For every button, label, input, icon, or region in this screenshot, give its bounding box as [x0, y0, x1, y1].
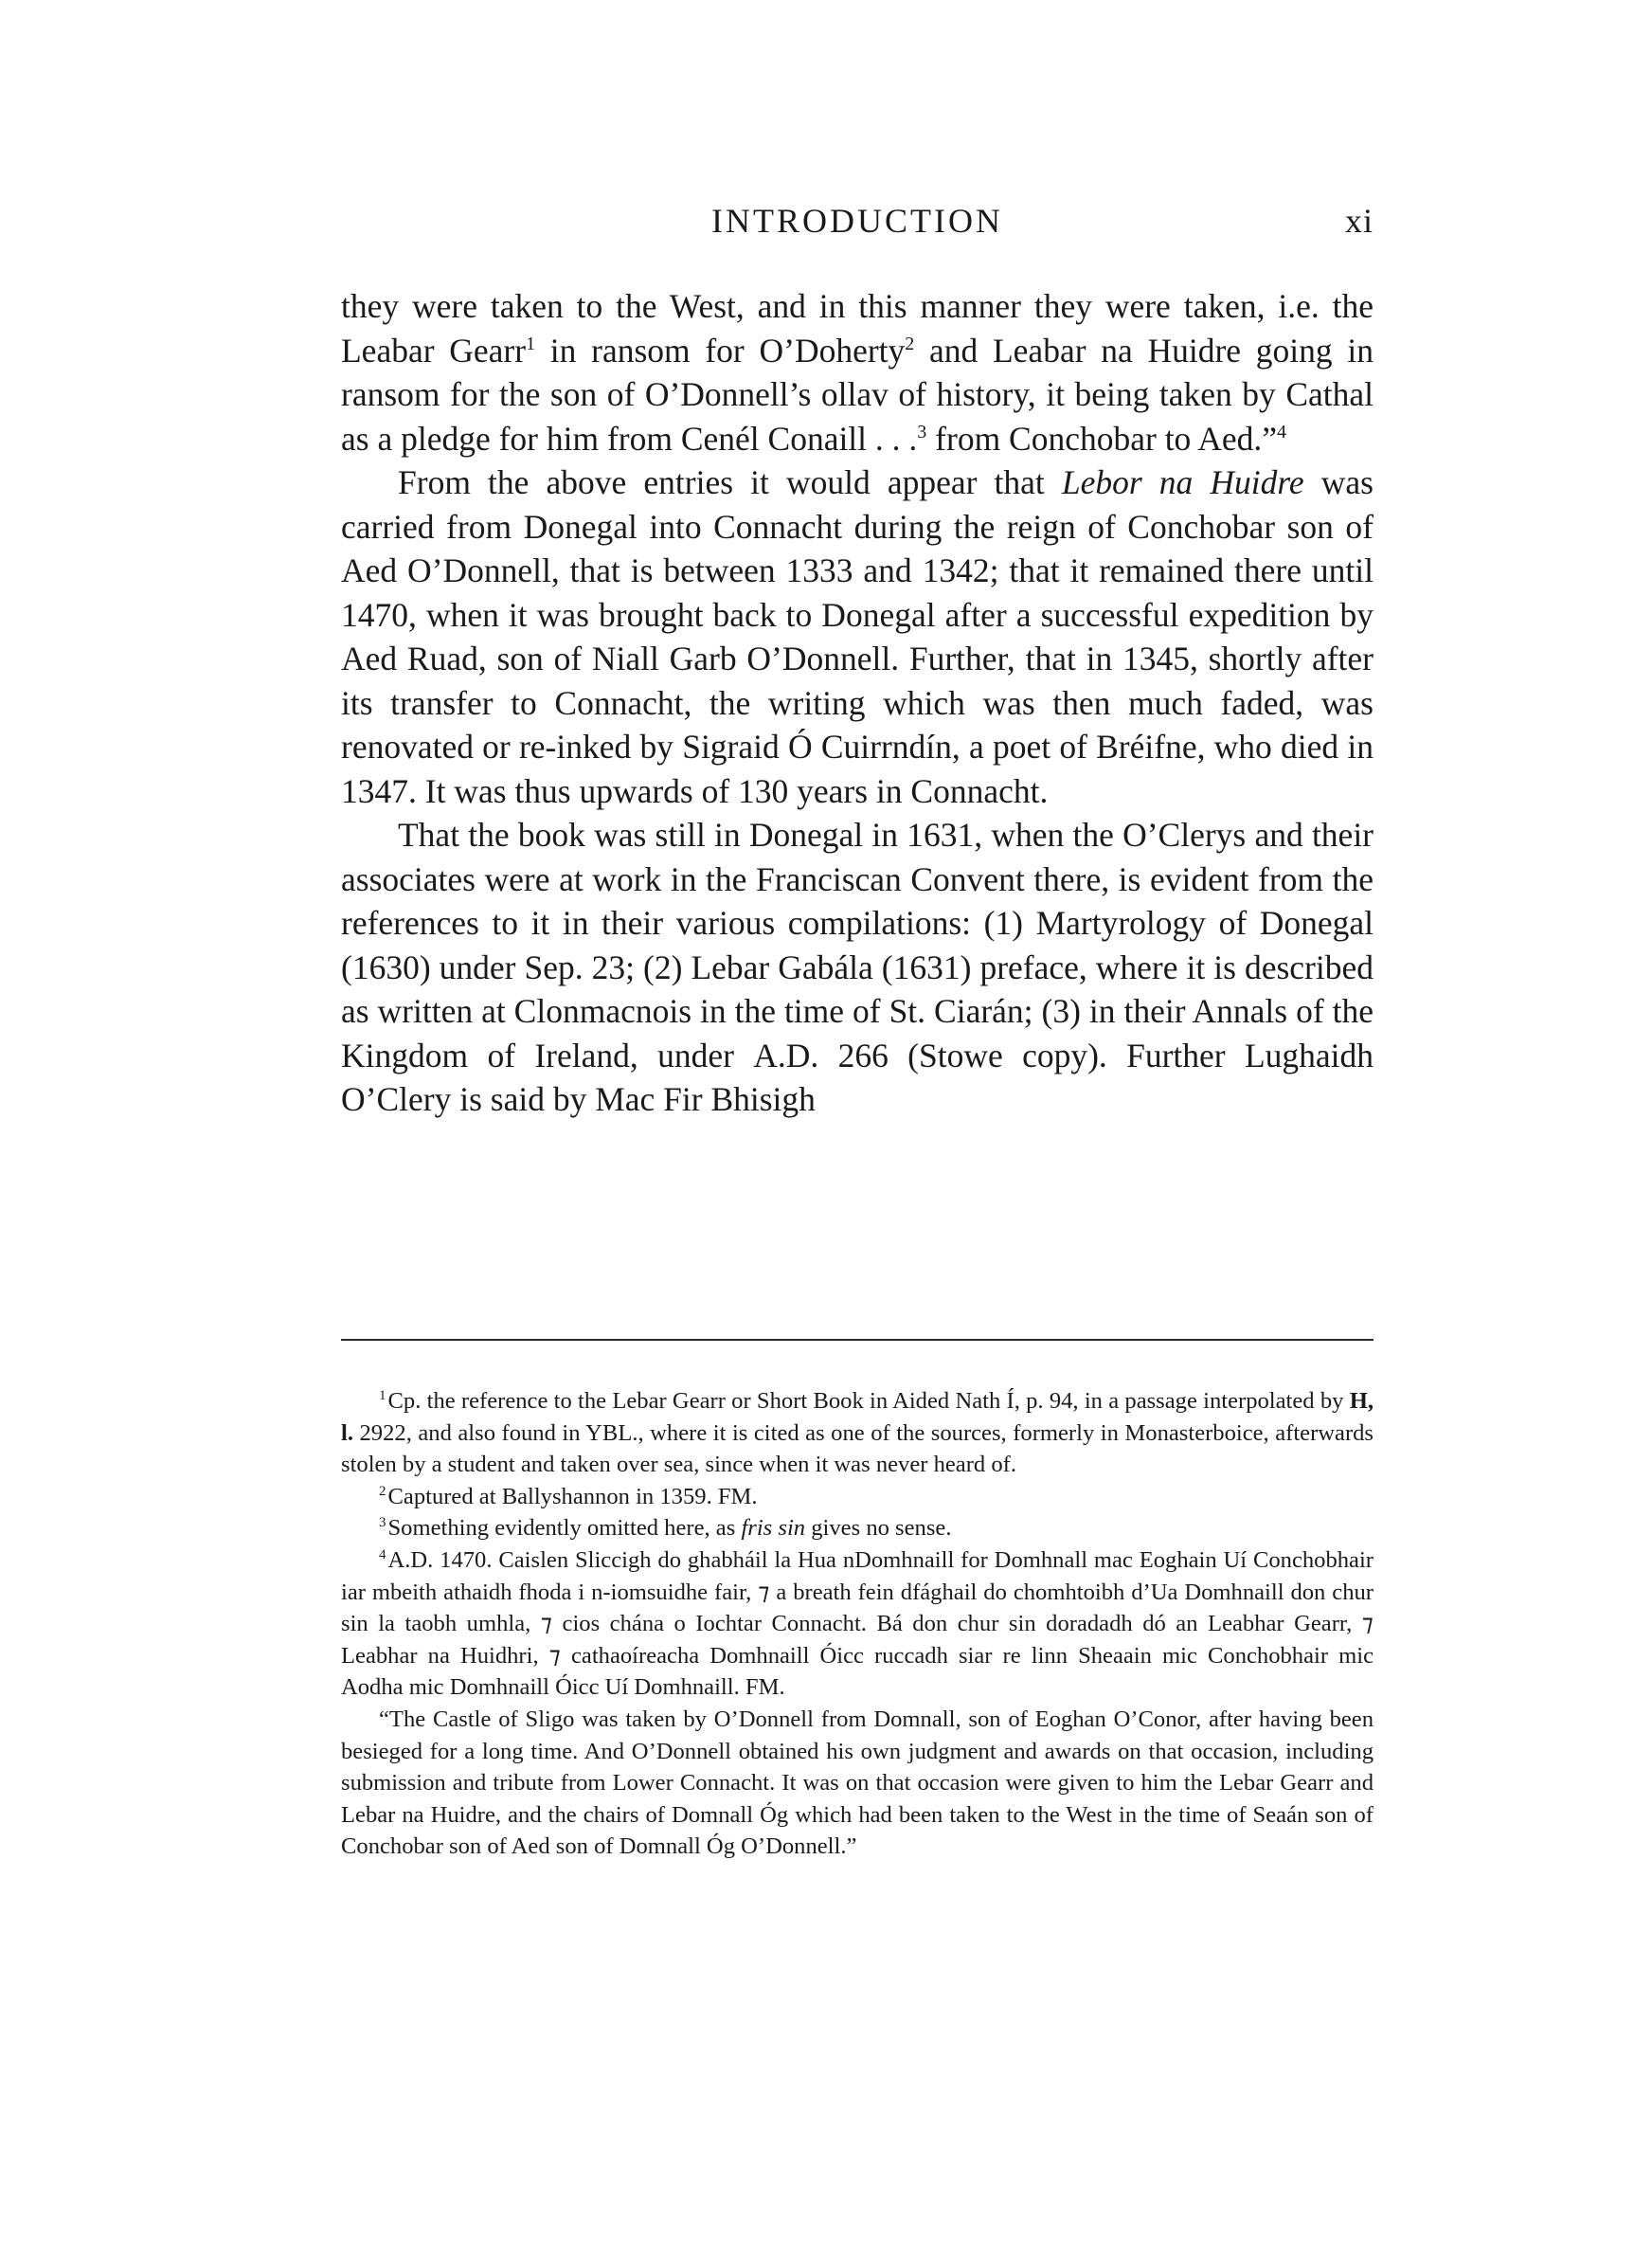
paragraph-3: That the book was still in Donegal in 1631, when the O’Clerys and their associates were at work in the Franciscan Convent there, is evident from the references to it in their various compilations: (1) Martyrology of Donegal (1630) under Sep. 23; (2) Lebar Gabála (1631) preface, where it is described as written at Clonmacnois in the time of St. Ciarán; (3) in their Annals of the Kingdom of Ireland, under A.D. 266 (Stowe copy). Further Lughaidh O’Clery is said by Mac Fir Bhisigh — [341, 816, 1374, 1118]
footnote-4: $^4$A.D. 1470. Caislen Sliccigh do ghabháil la Hua nDomhnaill for Domhnall mac Eoghain Uí Conchobhair iar mbeith athaidh fhoda i n-iomsuidhe fair, ⁊ a breath fein dfághail do chomhtoibh d’Ua Domhnaill don chur sin la taobh umhla, ⁊ cios chána o Iochtar Connacht. Bá don chur sin doradadh dó an Leabhar Gearr, ⁊ Leabhar na Huidhri, ⁊ cathaoíreacha Domhnaill Óicc ruccadh siar re linn Sheaain mic Conchobhair mic Aodha mic Domhnaill Óicc Uí Domhnaill. FM. — [341, 1546, 1374, 1701]
book-title: Lebor na Huidre — [1061, 463, 1304, 501]
footnote-ref-1: 1 — [526, 333, 536, 354]
footnote-ref-4: 4 — [1277, 421, 1286, 442]
footnote-2: $^2$Captured at Ballyshannon in 1359. FM. — [379, 1483, 758, 1509]
footnote-3: $^3$Something evidently omitted here, as fris sin gives no sense. — [379, 1515, 952, 1542]
footnote-divider — [341, 1339, 1374, 1341]
footnote-ref-2: 2 — [905, 333, 915, 354]
anno-domini: A.D. — [753, 1036, 819, 1074]
page-number: xi — [1344, 202, 1374, 240]
running-head: INTRODUCTION — [711, 202, 1003, 240]
footnote-ref-3: 3 — [917, 421, 927, 442]
paragraph-1: they were taken to the West, and in this manner they were taken, i.e. the Leabar Gearr$^1$ in ransom for O’Doherty$^2$ and Leabar na Huidre going in ransom for the son of O’Donnell’s ollav of history, it being taken by Cathal as a pledge for him from Cenél Conaill . . .$^3$ from Conchobar to Aed.”$^4$ — [341, 287, 1374, 458]
page-header — [341, 201, 1374, 248]
footnote-4-translation: “The Castle of Sligo was taken by O’Donnell from Domnall, son of Eoghan O’Conor, after having been besieged for a long time. And O’Donnell obtained his own judgment and awards on that occasion, including submission and tribute from Lower Connacht. It was on that occasion were given to him the Lebar Gearr and Lebar na Huidre, and the chairs of Domnall Óg which had been taken to the West in the time of Seaán son of Conchobar son of Aed son of Domnall Óg O’Donnell.” — [341, 1706, 1374, 1860]
footnote-1: $^1$Cp. the reference to the Lebar Gearr or Short Book in Aided Nath Í, p. 94, in a passage interpolated by H, l. 2922, and also found in YBL., where it is cited as one of the sources, formerly in Monasterboice, afterwards stolen by a student and taken over sea, since when it was never heard of. — [341, 1387, 1374, 1478]
paragraph-2: From the above entries it would appear that Lebor na Huidre was carried from Donegal into Connacht during the reign of Conchobar son of Aed O’Donnell, that is between 1333 and 1342; that it remained there until 1470, when it was brought back to Donegal after a successful expedition by Aed Ruad, son of Niall Garb O’Donnell. Further, that in 1345, shortly after its transfer to Connacht, the writing which was then much faded, was renovated or re-inked by Sigraid Ó Cuirrndín, a poet of Bréifne, who died in 1347. It was thus upwards of 130 years in Connacht. — [341, 463, 1374, 810]
footnotes — [341, 1385, 1374, 1863]
main-text — [341, 284, 1374, 1122]
